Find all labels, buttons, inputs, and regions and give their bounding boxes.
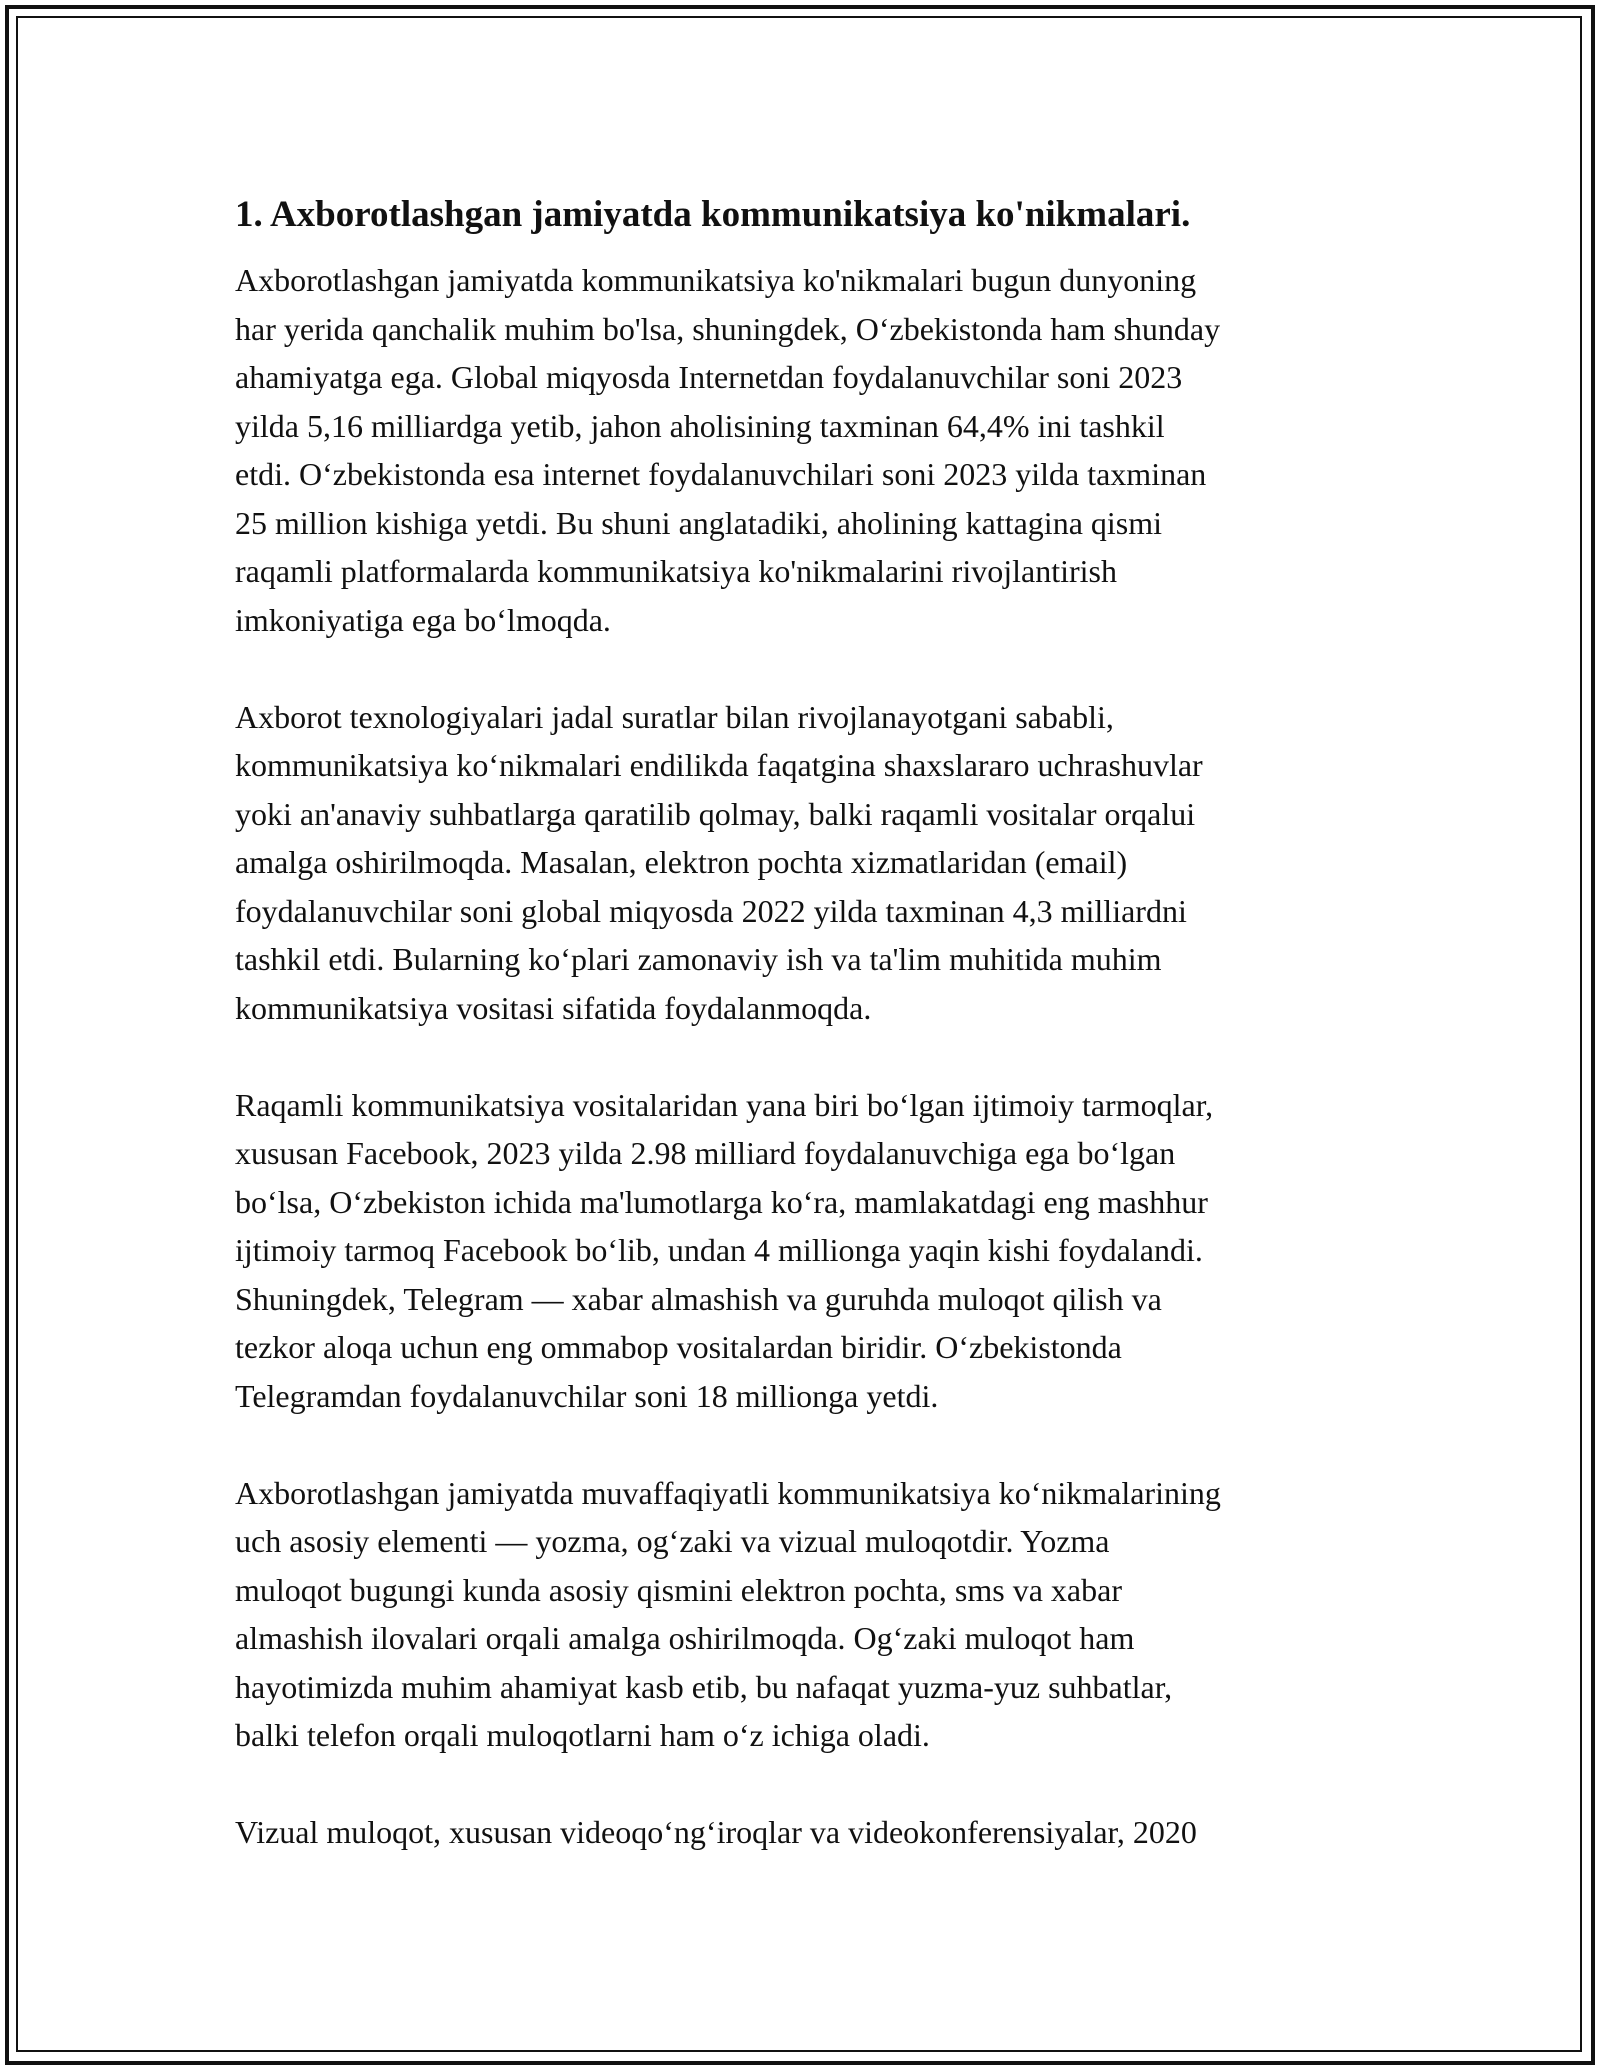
text-line: kommunikatsiya vositasi sifatida foydalanmoqda. (235, 989, 872, 1026)
text-line: 25 million kishiga yetdi. Bu shuni anglatadiki, aholining kattagina qismi (235, 504, 1163, 541)
text-line: Shuningdek, Telegram — xabar almashish va guruhda muloqot qilish va (235, 1280, 1162, 1317)
paragraph-email-usage (235, 693, 1385, 1033)
section-heading: 1. Axborotlashgan jamiyatda kommunikatsiya ko'nikmalari. (235, 194, 1191, 235)
text-line: ijtimoiy tarmoq Facebook bo‘lib, undan 4 millionga yaqin kishi foydalandi. (235, 1232, 1203, 1268)
text-line: ahamiyatga ega. Global miqyosda Internetdan foydalanuvchilar soni 2023 (235, 359, 1183, 395)
text-line: hayotimizda muhim ahamiyat kasb etib, bu nafaqat yuzma-yuz suhbatlar, (235, 1668, 1173, 1705)
paragraph-visual-communication (235, 1808, 1385, 1857)
text-line: Axborotlashgan jamiyatda muvaffaqiyatli kommunikatsiya ko‘nikmalarining (235, 1474, 1221, 1511)
text-line: Axborotlashgan jamiyatda kommunikatsiya ko'nikmalari bugun dunyoning (235, 262, 1197, 298)
text-line: xususan Facebook, 2023 yilda 2.98 milliard foydalanuvchiga ega bo‘lgan (235, 1135, 1176, 1171)
text-line: Telegramdan foydalanuvchilar soni 18 millionga yetdi. (235, 1377, 939, 1414)
document-body (235, 190, 1385, 1905)
text-line: tezkor aloqa uchun eng ommabop vositalardan biridir. O‘zbekistonda (235, 1329, 1122, 1365)
text-line: balki telefon orqali muloqotlarni ham o‘z ichiga oladi. (235, 1717, 930, 1753)
text-line: tashkil etdi. Bularning ko‘plari zamonaviy ish va ta'lim muhitida muhim (235, 941, 1162, 977)
text-line: muloqot bugungi kunda asosiy qismini elektron pochta, sms va xabar (235, 1571, 1122, 1608)
paragraph-internet-users (235, 256, 1385, 644)
paragraph-communication-elements (235, 1469, 1385, 1760)
text-line: foydalanuvchilar soni global miqyosda 2022 yilda taxminan 4,3 milliardni (235, 892, 1187, 929)
text-line: Raqamli kommunikatsiya vositalaridan yana biri bo‘lgan ijtimoiy tarmoqlar, (235, 1086, 1214, 1123)
text-line: almashish ilovalari orqali amalga oshirilmoqda. Og‘zaki muloqot ham (235, 1620, 1135, 1656)
text-line: har yerida qanchalik muhim bo'lsa, shuningdek, O‘zbekistonda ham shunday (235, 310, 1221, 347)
text-line: imkoniyatiga ega bo‘lmoqda. (235, 601, 611, 638)
text-line: Vizual muloqot, xususan videoqo‘ng‘iroqlar va videokonferensiyalar, 2020 (235, 1814, 1197, 1850)
text-line: amalga oshirilmoqda. Masalan, elektron pochta xizmatlaridan (email) (235, 844, 1128, 880)
paragraph-social-networks (235, 1081, 1385, 1421)
text-line: kommunikatsiya ko‘nikmalari endilikda faqatgina shaxslararo uchrashuvlar (235, 747, 1203, 783)
text-line: bo‘lsa, O‘zbekiston ichida ma'lumotlarga ko‘ra, mamlakatdagi eng mashhur (235, 1183, 1208, 1220)
text-line: etdi. O‘zbekistonda esa internet foydalanuvchilari soni 2023 yilda taxminan (235, 456, 1207, 492)
text-line: yilda 5,16 milliardga yetib, jahon aholisining taxminan 64,4% ini tashkil (235, 407, 1165, 444)
text-line: raqamli platformalarda kommunikatsiya ko'nikmalarini rivojlantirish (235, 553, 1117, 589)
text-line: Axborot texnologiyalari jadal suratlar bilan rivojlanayotgani sababli, (235, 698, 1114, 735)
text-line: yoki an'anaviy suhbatlarga qaratilib qolmay, balki raqamli vositalar orqalui (235, 795, 1196, 832)
text-line: uch asosiy elementi — yozma, og‘zaki va vizual muloqotdir. Yozma (235, 1523, 1110, 1559)
